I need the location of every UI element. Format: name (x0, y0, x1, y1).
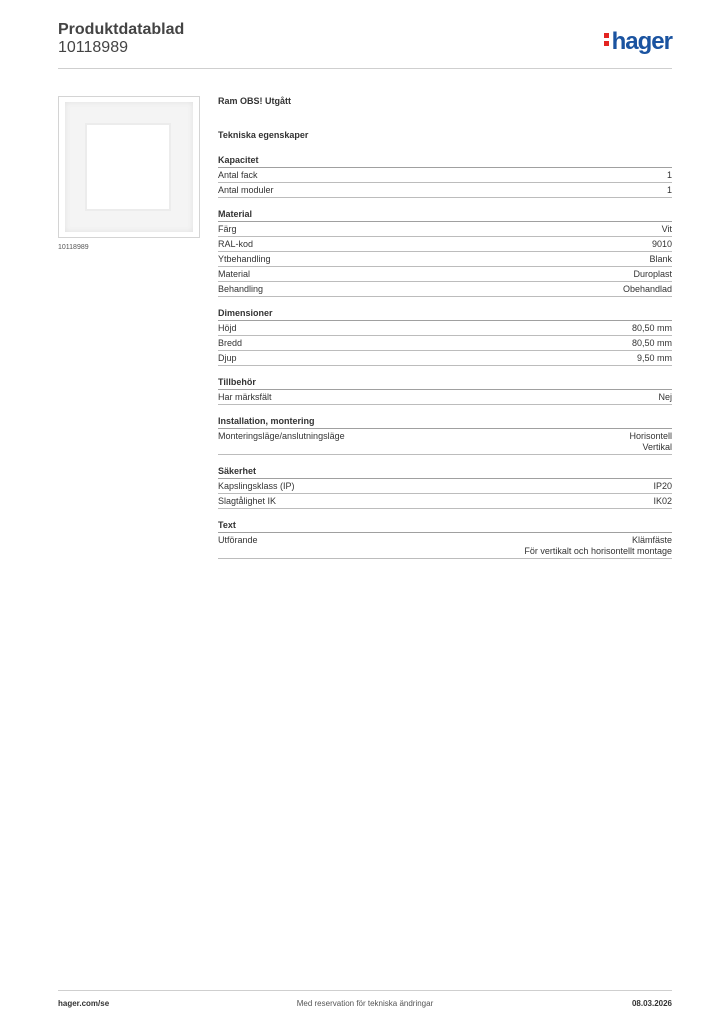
spec-value-line: 1 (666, 170, 672, 180)
spec-value (632, 323, 672, 334)
spec-row (218, 494, 672, 509)
page-footer (58, 990, 672, 1008)
spec-value (637, 353, 672, 364)
spec-row (218, 282, 672, 297)
spec-row (218, 429, 672, 455)
spec-value-line: 1 (666, 185, 672, 195)
page-title: Produktdatablad (58, 21, 185, 38)
spec-row (218, 479, 672, 494)
spec-row (218, 237, 672, 252)
footer-disclaimer: Med reservation för tekniska ändringar (296, 999, 434, 1008)
logo-dots-icon (604, 33, 610, 47)
spec-value (623, 284, 672, 295)
spec-value-line: Klämfäste (631, 535, 672, 545)
spec-value-line: Nej (658, 392, 672, 402)
spec-value (653, 481, 672, 492)
spec-label: Slagtålighet IK (218, 496, 277, 506)
group-title: Dimensioner (218, 308, 672, 321)
spec-value (649, 254, 672, 265)
spec-row (218, 321, 672, 336)
spec-label: Behandling (218, 284, 264, 294)
spec-value (653, 496, 672, 507)
section-title: Tekniska egenskaper (218, 130, 309, 140)
spec-label: Antal fack (218, 170, 258, 180)
spec-label: Material (218, 269, 251, 279)
spec-value-line: Duroplast (633, 269, 672, 279)
spec-value (658, 392, 672, 403)
footer-date: 08.03.2026 (631, 999, 672, 1008)
spec-value (633, 269, 672, 280)
spec-value (662, 224, 672, 235)
spec-row (218, 336, 672, 351)
spec-value-line: 9010 (651, 239, 672, 249)
spec-label: Kapslingsklass (IP) (218, 481, 295, 491)
spec-label: Antal moduler (218, 185, 274, 195)
spec-group (218, 155, 672, 198)
spec-label: Monteringsläge/anslutningsläge (218, 431, 345, 441)
spec-value-line: Blank (649, 254, 672, 264)
spec-groups (218, 155, 672, 559)
group-title: Kapacitet (218, 155, 672, 168)
spec-value (632, 338, 672, 349)
spec-content (218, 96, 672, 570)
spec-group (218, 209, 672, 297)
spec-group (218, 466, 672, 509)
spec-value (667, 170, 672, 181)
frame-icon (65, 102, 193, 232)
spec-value-line: IK02 (653, 496, 672, 506)
spec-value-line: 80,50 mm (631, 323, 672, 333)
spec-value-line: IP20 (653, 481, 672, 491)
spec-group (218, 520, 672, 559)
spec-label: Djup (218, 353, 237, 363)
product-name: Ram OBS! Utgått (218, 96, 292, 106)
spec-value (524, 535, 672, 557)
spec-row (218, 168, 672, 183)
spec-value-line: 80,50 mm (631, 338, 672, 348)
spec-row (218, 183, 672, 198)
spec-row (218, 390, 672, 405)
spec-label: Ytbehandling (218, 254, 271, 264)
spec-value (652, 239, 672, 250)
spec-label: Har märksfält (218, 392, 272, 402)
document-id: 10118989 (58, 39, 128, 56)
spec-value-line: Horisontell (629, 431, 672, 441)
spec-value-line: Obehandlad (622, 284, 672, 294)
footer-website[interactable]: hager.com/se (58, 999, 110, 1008)
spec-row (218, 252, 672, 267)
spec-label: Utförande (218, 535, 258, 545)
group-title: Material (218, 209, 672, 222)
group-title: Tillbehör (218, 377, 672, 390)
spec-value (629, 431, 672, 453)
spec-row (218, 222, 672, 237)
image-caption: 10118989 (58, 244, 89, 251)
group-title: Installation, montering (218, 416, 672, 429)
group-title: Text (218, 520, 672, 533)
page-header (58, 20, 672, 69)
product-image (58, 96, 200, 238)
spec-group (218, 416, 672, 455)
spec-value-line: Vit (661, 224, 672, 234)
spec-value-line: För vertikalt och horisontellt montage (524, 546, 672, 556)
spec-row (218, 533, 672, 559)
spec-label: Färg (218, 224, 237, 234)
spec-group (218, 377, 672, 405)
spec-label: Höjd (218, 323, 237, 333)
spec-value-line: Vertikal (642, 442, 672, 452)
spec-value-line: 9,50 mm (636, 353, 672, 363)
spec-row (218, 267, 672, 282)
spec-value (667, 185, 672, 196)
group-title: Säkerhet (218, 466, 672, 479)
hager-logo (604, 28, 672, 56)
logo-text: hager (611, 28, 672, 55)
spec-row (218, 351, 672, 366)
spec-group (218, 308, 672, 366)
spec-label: RAL-kod (218, 239, 254, 249)
spec-label: Bredd (218, 338, 243, 348)
